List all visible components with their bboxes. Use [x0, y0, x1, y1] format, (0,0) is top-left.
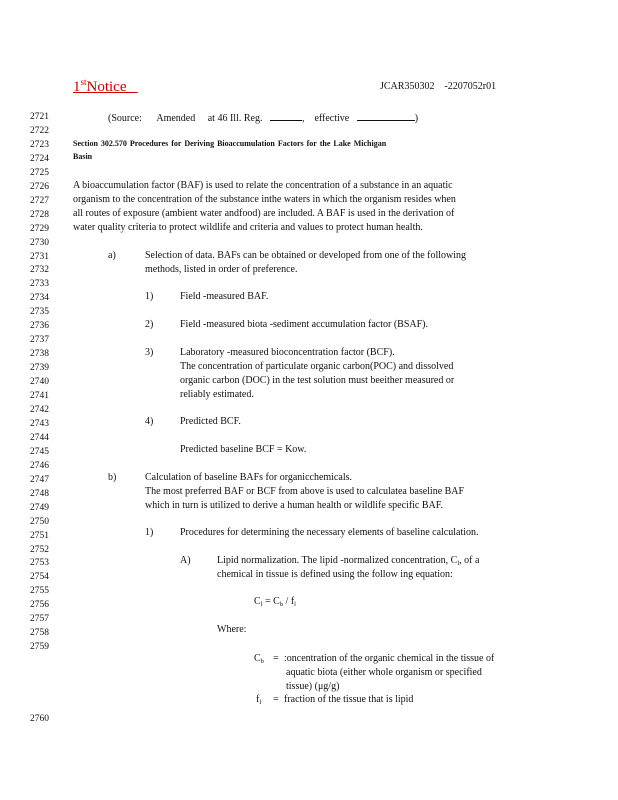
source-reg: at 46 Ill. Reg.	[207, 113, 263, 124]
section-heading-line1: Section 302.570 Procedures for Deriving Bioaccumulation Factors for the Lake Michigan	[73, 139, 387, 148]
line-number: 2760	[30, 714, 49, 724]
document-id	[380, 82, 496, 92]
source-effective: effective	[314, 113, 350, 124]
subsection-a-line2: methods, listed in order of preference.	[145, 264, 298, 275]
item-A-label: A)	[180, 555, 191, 566]
def-fl-equals: =	[273, 694, 279, 705]
line-number: 2746	[30, 460, 49, 471]
intro-line-3: all routes of exposure (ambient water andfood) are included. A BAF is used in the derivation of	[73, 208, 455, 219]
item-4-text: Predicted BCF.	[180, 416, 241, 427]
document-id-main: JCAR350302	[380, 81, 435, 92]
item-1-number: 1)	[145, 291, 154, 302]
line-number: 2755	[30, 586, 49, 597]
line-number: 2726	[30, 181, 49, 192]
effective-date-blank	[357, 111, 415, 121]
line-number: 2748	[30, 488, 49, 499]
line-number: 2721	[30, 112, 49, 122]
line-number: 2743	[30, 418, 49, 429]
line-number: 2734	[30, 293, 49, 304]
line-number: 2751	[30, 530, 49, 541]
subsection-b-line2: The most preferred BAF or BCF from above is used to calculatea baseline BAF	[145, 486, 465, 497]
line-number: 2725	[30, 167, 49, 178]
eq-divide-f: / f	[283, 596, 295, 607]
line-number: 2759	[30, 642, 49, 653]
line-number: 2744	[30, 432, 49, 443]
notice-number: 1	[73, 79, 81, 95]
line-number: 2753	[30, 558, 49, 569]
line-number: 2747	[30, 474, 49, 485]
item-2-number: 2)	[145, 319, 154, 330]
def-cb-symbol	[254, 654, 264, 666]
line-number: 2742	[30, 404, 49, 415]
eq-c: C	[254, 596, 261, 607]
line-number: 2722	[30, 126, 49, 136]
eq-sub-l2: l	[294, 601, 296, 608]
eq-sub-b: b	[279, 601, 284, 608]
item-A-line1-end: , of a	[459, 555, 480, 566]
notice-word: Notice	[86, 79, 127, 95]
item-2-text: Field -measured biota -sediment accumulation factor (BSAF).	[180, 319, 428, 330]
notice-superscript: st	[80, 77, 87, 87]
line-number: 2737	[30, 335, 49, 346]
lipid-equation	[254, 597, 296, 609]
line-number: 2756	[30, 600, 49, 611]
subsection-b-label: b)	[108, 472, 117, 483]
line-number: 2752	[30, 544, 49, 555]
item-A-line1	[217, 556, 479, 568]
eq-equals-c: = C	[262, 596, 280, 607]
intro-line-1: A bioaccumulation factor (BAF) is used to relate the concentration of a substance in an aquatic	[73, 180, 453, 191]
register-blank	[270, 111, 302, 121]
section-heading-line2: Basin	[73, 152, 93, 161]
item-4-number: 4)	[145, 416, 154, 427]
b-item-1-number: 1)	[145, 527, 154, 538]
item-A-line1-text: Lipid normalization. The lipid -normalized concentration, C	[217, 555, 458, 566]
line-number: 2739	[30, 363, 49, 374]
subsection-b-line3: which in turn is utilized to derive a human health or wildlife specific BAF.	[145, 500, 444, 511]
item-A-line1-sub: l	[457, 560, 460, 567]
subsection-a-label: a)	[108, 250, 116, 261]
line-number: 2745	[30, 446, 49, 457]
line-number: 2723	[30, 139, 49, 150]
b-item-1-text: Procedures for determining the necessary elements of baseline calculation.	[180, 527, 479, 538]
line-number: 2740	[30, 377, 49, 388]
line-number: 2749	[30, 502, 49, 513]
item-3-line4: reliably estimated.	[180, 389, 254, 400]
line-number: 2757	[30, 614, 49, 625]
source-amended: Amended	[156, 113, 196, 124]
line-number: 2724	[30, 153, 49, 164]
source-line: (Source: Amended at 46 Ill. Reg. , effective )	[108, 113, 419, 124]
line-number: 2731	[30, 251, 49, 262]
intro-line-4: water quality criteria to protect wildlife and criteria and values to protect human health.	[73, 222, 423, 233]
line-number: 2733	[30, 279, 49, 290]
def-cb-line3: tissue) (μg/g)	[286, 681, 340, 692]
def-cb-line1: :oncentration of the organic chemical in the tissue of	[284, 653, 495, 664]
item-3-line1: Laboratory -measured bioconcentration factor (BCF).	[180, 347, 395, 358]
def-cb-sym: C	[254, 653, 261, 664]
def-fl-sym: f	[256, 694, 260, 705]
source-close: )	[414, 113, 419, 124]
line-number: 2738	[30, 349, 49, 360]
line-number: 2729	[30, 223, 49, 234]
item-1-text: Field -measured BAF.	[180, 291, 269, 302]
def-cb-sub: b	[260, 658, 264, 665]
item-3-line3: organic carbon (DOC) in the test solution must beeither measured or	[180, 375, 455, 386]
source-open: (Source:	[108, 113, 142, 124]
line-number: 2728	[30, 209, 49, 220]
def-fl-sub: l	[259, 699, 262, 706]
predicted-baseline-bcf: Predicted baseline BCF = Kow.	[180, 444, 307, 455]
item-3-line2: The concentration of particulate organic carbon(POC) and dissolved	[180, 361, 454, 372]
line-number: 2732	[30, 265, 49, 276]
line-number: 2741	[30, 391, 49, 401]
def-fl-symbol	[256, 695, 261, 707]
line-number: 2754	[30, 572, 49, 583]
where-label: Where:	[217, 624, 247, 635]
notice-label	[73, 78, 138, 95]
item-3-number: 3)	[145, 347, 154, 358]
subsection-a-line1: Selection of data. BAFs can be obtained or developed from one of the following	[145, 250, 467, 261]
line-number: 2736	[30, 321, 49, 332]
eq-sub-l: l	[260, 601, 263, 608]
line-number: 2758	[30, 628, 49, 639]
line-number: 2730	[30, 237, 49, 248]
subsection-b-line1: Calculation of baseline BAFs for organicchemicals.	[145, 472, 352, 483]
line-number: 2735	[30, 307, 49, 318]
document-id-suffix: -2207052r01	[444, 81, 497, 92]
intro-line-2: organism to the concentration of the substance inthe waters in which the organism resides when	[73, 194, 456, 205]
def-cb-line2: aquatic biota (either whole organism or specified	[286, 667, 482, 678]
def-fl-line1: fraction of the tissue that is lipid	[284, 694, 414, 705]
item-A-line2: chemical in tissue is defined using the follow ing equation:	[217, 569, 453, 580]
line-number: 2727	[30, 195, 49, 206]
def-cb-equals: =	[273, 653, 279, 664]
line-number: 2750	[30, 516, 49, 527]
